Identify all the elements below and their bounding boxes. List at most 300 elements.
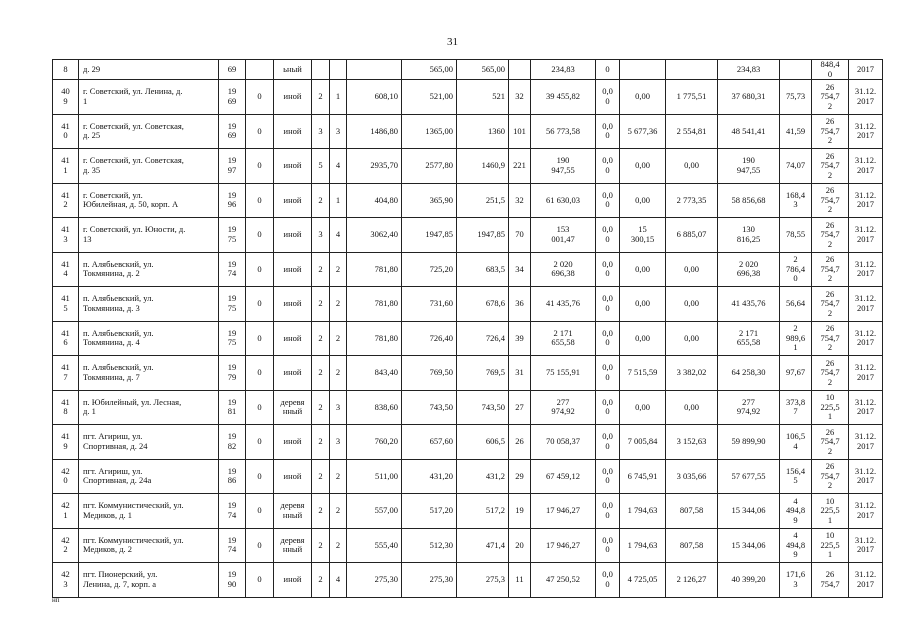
cell-row-number: 41 1	[53, 149, 79, 184]
footer-mark: нп	[52, 596, 60, 604]
cell-total-area: 275,30	[347, 563, 402, 598]
cell-residents: 27	[509, 390, 531, 425]
cell-deadline: 2017	[849, 60, 883, 80]
cell-residential-area: 1360	[457, 114, 509, 149]
cell-total-cost: 47 250,52	[531, 563, 596, 598]
cell-entrances: 2	[330, 252, 347, 287]
cell-build-year: 19 82	[219, 425, 246, 460]
cell-wall-material: деревя нный	[274, 390, 312, 425]
cell-wear-percent: 0	[246, 494, 274, 529]
cell-entrances: 4	[330, 563, 347, 598]
cell-build-year: 19 69	[219, 114, 246, 149]
cell-residents: 39	[509, 321, 531, 356]
cell-floors: 2	[312, 528, 330, 563]
cell-wall-material: иной	[274, 218, 312, 253]
cell-cost-per-m2: 4 494,8 9	[780, 528, 812, 563]
cell-deadline: 31.12. 2017	[849, 425, 883, 460]
cell-entrances: 2	[330, 494, 347, 529]
cell-fund-share: 0,0 0	[596, 149, 620, 184]
cell-floors: 2	[312, 287, 330, 322]
cell-budget-local: 6 885,07	[666, 218, 718, 253]
cell-fund-share: 0,0 0	[596, 252, 620, 287]
housing-registry-table	[52, 59, 883, 598]
cell-total-cost: 17 946,27	[531, 528, 596, 563]
cell-residents: 36	[509, 287, 531, 322]
cell-wall-material: иной	[274, 149, 312, 184]
cell-address: пгт. Коммунистический, ул. Медиков, д. 2	[79, 528, 219, 563]
cell-living-area: 2577,80	[402, 149, 457, 184]
cell-owner-funds: 190 947,55	[718, 149, 780, 184]
cell-max-cost-per-m2: 26 754,7 2	[812, 252, 849, 287]
cell-residential-area: 769,5	[457, 356, 509, 391]
cell-residential-area: 683,5	[457, 252, 509, 287]
cell-row-number: 8	[53, 60, 79, 80]
cell-cost-per-m2: 75,73	[780, 80, 812, 115]
cell-deadline: 31.12. 2017	[849, 149, 883, 184]
cell-cost-per-m2: 168,4 3	[780, 183, 812, 218]
cell-row-number: 41 0	[53, 114, 79, 149]
cell-deadline: 31.12. 2017	[849, 252, 883, 287]
cell-total-cost: 75 155,91	[531, 356, 596, 391]
cell-address: г. Советский, ул. Советская, д. 25	[79, 114, 219, 149]
cell-fund-share: 0,0 0	[596, 494, 620, 529]
cell-budget-subject: 4 725,05	[620, 563, 666, 598]
cell-residents: 221	[509, 149, 531, 184]
cell-max-cost-per-m2: 26 754,7 2	[812, 321, 849, 356]
cell-build-year: 19 97	[219, 149, 246, 184]
cell-living-area: 1365,00	[402, 114, 457, 149]
cell-total-cost: 61 630,03	[531, 183, 596, 218]
cell-total-area: 843,40	[347, 356, 402, 391]
cell-deadline: 31.12. 2017	[849, 459, 883, 494]
cell-row-number: 41 2	[53, 183, 79, 218]
cell-entrances: 2	[330, 287, 347, 322]
cell-wall-material: иной	[274, 321, 312, 356]
cell-address: п. Юбилейный, ул. Лесная, д. 1	[79, 390, 219, 425]
cell-owner-funds: 40 399,20	[718, 563, 780, 598]
cell-residential-area: 678,6	[457, 287, 509, 322]
cell-residents: 70	[509, 218, 531, 253]
cell-total-area: 1486,80	[347, 114, 402, 149]
cell-deadline: 31.12. 2017	[849, 390, 883, 425]
cell-budget-local: 0,00	[666, 252, 718, 287]
cell-living-area: 517,20	[402, 494, 457, 529]
cell-deadline: 31.12. 2017	[849, 494, 883, 529]
cell-wear-percent: 0	[246, 149, 274, 184]
cell-wear-percent: 0	[246, 287, 274, 322]
cell-budget-subject: 0,00	[620, 390, 666, 425]
cell-deadline: 31.12. 2017	[849, 356, 883, 391]
cell-budget-local: 807,58	[666, 528, 718, 563]
cell-fund-share: 0,0 0	[596, 459, 620, 494]
cell-total-area: 781,80	[347, 321, 402, 356]
cell-living-area: 1947,85	[402, 218, 457, 253]
cell-entrances: 2	[330, 321, 347, 356]
table-row	[53, 287, 883, 322]
cell-total-cost: 277 974,92	[531, 390, 596, 425]
cell-row-number: 42 3	[53, 563, 79, 598]
cell-budget-local	[666, 60, 718, 80]
cell-address: пгт. Агириш, ул. Спортивная, д. 24а	[79, 459, 219, 494]
cell-residential-area: 521	[457, 80, 509, 115]
cell-total-area: 404,80	[347, 183, 402, 218]
cell-budget-local: 2 126,27	[666, 563, 718, 598]
cell-budget-local: 0,00	[666, 287, 718, 322]
cell-budget-subject: 1 794,63	[620, 528, 666, 563]
cell-budget-local: 0,00	[666, 321, 718, 356]
cell-fund-share: 0,0 0	[596, 114, 620, 149]
cell-owner-funds: 41 435,76	[718, 287, 780, 322]
cell-owner-funds: 15 344,06	[718, 494, 780, 529]
cell-residents: 32	[509, 183, 531, 218]
cell-row-number: 41 5	[53, 287, 79, 322]
cell-living-area: 657,60	[402, 425, 457, 460]
cell-living-area: 275,30	[402, 563, 457, 598]
cell-cost-per-m2: 41,59	[780, 114, 812, 149]
cell-budget-local: 2 554,81	[666, 114, 718, 149]
cell-build-year: 19 79	[219, 356, 246, 391]
cell-total-cost: 70 058,37	[531, 425, 596, 460]
cell-residents: 26	[509, 425, 531, 460]
table-row	[53, 321, 883, 356]
cell-floors: 5	[312, 149, 330, 184]
cell-max-cost-per-m2: 26 754,7 2	[812, 287, 849, 322]
cell-row-number: 42 0	[53, 459, 79, 494]
cell-owner-funds: 277 974,92	[718, 390, 780, 425]
cell-entrances: 3	[330, 390, 347, 425]
cell-build-year: 19 90	[219, 563, 246, 598]
cell-cost-per-m2	[780, 60, 812, 80]
cell-entrances: 3	[330, 114, 347, 149]
cell-row-number: 41 6	[53, 321, 79, 356]
cell-living-area: 725,20	[402, 252, 457, 287]
cell-floors: 2	[312, 390, 330, 425]
cell-max-cost-per-m2: 26 754,7 2	[812, 183, 849, 218]
cell-row-number: 41 7	[53, 356, 79, 391]
cell-residential-area: 726,4	[457, 321, 509, 356]
cell-max-cost-per-m2: 10 225,5 1	[812, 390, 849, 425]
cell-fund-share: 0,0 0	[596, 563, 620, 598]
cell-budget-subject: 6 745,91	[620, 459, 666, 494]
cell-budget-subject: 0,00	[620, 287, 666, 322]
cell-fund-share: 0,0 0	[596, 287, 620, 322]
cell-deadline: 31.12. 2017	[849, 183, 883, 218]
cell-wear-percent: 0	[246, 183, 274, 218]
table-row	[53, 60, 883, 80]
cell-residents: 29	[509, 459, 531, 494]
cell-total-area: 838,60	[347, 390, 402, 425]
cell-row-number: 41 4	[53, 252, 79, 287]
cell-total-area	[347, 60, 402, 80]
cell-max-cost-per-m2: 10 225,5 1	[812, 528, 849, 563]
cell-max-cost-per-m2: 26 754,7	[812, 563, 849, 598]
cell-floors: 2	[312, 425, 330, 460]
cell-cost-per-m2: 56,64	[780, 287, 812, 322]
table-row	[53, 80, 883, 115]
cell-address: пгт. Коммунистический, ул. Медиков, д. 1	[79, 494, 219, 529]
cell-cost-per-m2: 373,8 7	[780, 390, 812, 425]
cell-residential-area: 251,5	[457, 183, 509, 218]
cell-deadline: 31.12. 2017	[849, 80, 883, 115]
cell-fund-share: 0,0 0	[596, 425, 620, 460]
cell-cost-per-m2: 106,5 4	[780, 425, 812, 460]
cell-budget-subject: 7 005,84	[620, 425, 666, 460]
cell-floors: 3	[312, 114, 330, 149]
cell-total-cost: 234,83	[531, 60, 596, 80]
cell-entrances: 4	[330, 218, 347, 253]
table-row	[53, 528, 883, 563]
cell-address: г. Советский, ул. Юбилейная, д. 50, корп. А	[79, 183, 219, 218]
cell-cost-per-m2: 97,67	[780, 356, 812, 391]
table-row	[53, 563, 883, 598]
cell-entrances: 2	[330, 459, 347, 494]
cell-build-year: 69	[219, 60, 246, 80]
cell-residents: 11	[509, 563, 531, 598]
cell-cost-per-m2: 156,4 5	[780, 459, 812, 494]
cell-budget-subject: 15 300,15	[620, 218, 666, 253]
table-body	[53, 60, 883, 598]
cell-max-cost-per-m2: 26 754,7 2	[812, 459, 849, 494]
cell-build-year: 19 75	[219, 321, 246, 356]
cell-budget-subject: 1 794,63	[620, 494, 666, 529]
cell-residential-area: 517,2	[457, 494, 509, 529]
cell-max-cost-per-m2: 26 754,7 2	[812, 356, 849, 391]
cell-wall-material: ьный	[274, 60, 312, 80]
cell-living-area: 743,50	[402, 390, 457, 425]
cell-fund-share: 0,0 0	[596, 528, 620, 563]
cell-total-area: 2935,70	[347, 149, 402, 184]
cell-wall-material: иной	[274, 356, 312, 391]
cell-cost-per-m2: 74,07	[780, 149, 812, 184]
cell-total-cost: 190 947,55	[531, 149, 596, 184]
cell-total-cost: 39 455,82	[531, 80, 596, 115]
cell-wear-percent: 0	[246, 80, 274, 115]
cell-floors: 2	[312, 459, 330, 494]
cell-address: п. Алябьевский, ул. Токмянина, д. 7	[79, 356, 219, 391]
cell-residents	[509, 60, 531, 80]
cell-address: п. Алябьевский, ул. Токмянина, д. 4	[79, 321, 219, 356]
cell-build-year: 19 74	[219, 252, 246, 287]
cell-row-number: 41 9	[53, 425, 79, 460]
cell-budget-subject: 0,00	[620, 183, 666, 218]
cell-owner-funds: 59 899,90	[718, 425, 780, 460]
cell-wall-material: иной	[274, 425, 312, 460]
cell-floors	[312, 60, 330, 80]
cell-budget-subject	[620, 60, 666, 80]
cell-residential-area: 1460,9	[457, 149, 509, 184]
cell-residents: 31	[509, 356, 531, 391]
cell-total-area: 555,40	[347, 528, 402, 563]
cell-row-number: 42 1	[53, 494, 79, 529]
table-row	[53, 149, 883, 184]
cell-wall-material: иной	[274, 459, 312, 494]
page-number: 31	[447, 36, 458, 48]
cell-address: пгт. Пионерский, ул. Ленина, д. 7, корп. а	[79, 563, 219, 598]
table-row	[53, 218, 883, 253]
cell-floors: 2	[312, 356, 330, 391]
cell-wall-material: иной	[274, 287, 312, 322]
cell-living-area: 521,00	[402, 80, 457, 115]
cell-living-area: 512,30	[402, 528, 457, 563]
cell-cost-per-m2: 78,55	[780, 218, 812, 253]
cell-row-number: 40 9	[53, 80, 79, 115]
cell-wall-material: деревя нный	[274, 494, 312, 529]
cell-total-area: 608,10	[347, 80, 402, 115]
cell-wall-material: иной	[274, 183, 312, 218]
cell-living-area: 431,20	[402, 459, 457, 494]
cell-entrances: 1	[330, 80, 347, 115]
cell-budget-local: 807,58	[666, 494, 718, 529]
cell-fund-share: 0,0 0	[596, 80, 620, 115]
cell-total-area: 511,00	[347, 459, 402, 494]
cell-budget-local: 0,00	[666, 149, 718, 184]
cell-total-cost: 2 020 696,38	[531, 252, 596, 287]
table-row	[53, 356, 883, 391]
table-row	[53, 459, 883, 494]
cell-budget-local: 2 773,35	[666, 183, 718, 218]
cell-entrances	[330, 60, 347, 80]
cell-deadline: 31.12. 2017	[849, 321, 883, 356]
cell-wear-percent: 0	[246, 114, 274, 149]
cell-address: д. 29	[79, 60, 219, 80]
cell-address: г. Советский, ул. Советская, д. 35	[79, 149, 219, 184]
cell-owner-funds: 234,83	[718, 60, 780, 80]
cell-budget-local: 0,00	[666, 390, 718, 425]
cell-deadline: 31.12. 2017	[849, 563, 883, 598]
cell-max-cost-per-m2: 26 754,7 2	[812, 425, 849, 460]
cell-wall-material: иной	[274, 252, 312, 287]
cell-budget-local: 3 382,02	[666, 356, 718, 391]
cell-floors: 3	[312, 218, 330, 253]
cell-residents: 34	[509, 252, 531, 287]
cell-total-cost: 67 459,12	[531, 459, 596, 494]
cell-owner-funds: 64 258,30	[718, 356, 780, 391]
table-row	[53, 425, 883, 460]
cell-cost-per-m2: 2 989,6 1	[780, 321, 812, 356]
cell-entrances: 1	[330, 183, 347, 218]
cell-row-number: 42 2	[53, 528, 79, 563]
cell-entrances: 2	[330, 528, 347, 563]
cell-fund-share: 0	[596, 60, 620, 80]
cell-total-cost: 17 946,27	[531, 494, 596, 529]
table-row	[53, 183, 883, 218]
cell-deadline: 31.12. 2017	[849, 114, 883, 149]
cell-address: г. Советский, ул. Юности, д. 13	[79, 218, 219, 253]
cell-residents: 20	[509, 528, 531, 563]
cell-owner-funds: 58 856,68	[718, 183, 780, 218]
cell-owner-funds: 48 541,41	[718, 114, 780, 149]
cell-build-year: 19 74	[219, 494, 246, 529]
cell-fund-share: 0,0 0	[596, 183, 620, 218]
cell-fund-share: 0,0 0	[596, 321, 620, 356]
table-row	[53, 252, 883, 287]
cell-residential-area: 275,3	[457, 563, 509, 598]
cell-deadline: 31.12. 2017	[849, 218, 883, 253]
cell-address: пгт. Агириш, ул. Спортивная, д. 24	[79, 425, 219, 460]
cell-total-cost: 153 001,47	[531, 218, 596, 253]
cell-max-cost-per-m2: 26 754,7 2	[812, 80, 849, 115]
cell-address: п. Алябьевский, ул. Токмянина, д. 2	[79, 252, 219, 287]
cell-living-area: 565,00	[402, 60, 457, 80]
cell-wall-material: деревя нный	[274, 528, 312, 563]
cell-max-cost-per-m2: 26 754,7 2	[812, 114, 849, 149]
cell-deadline: 31.12. 2017	[849, 287, 883, 322]
cell-living-area: 731,60	[402, 287, 457, 322]
cell-max-cost-per-m2: 848,4 0	[812, 60, 849, 80]
cell-floors: 2	[312, 321, 330, 356]
cell-total-area: 760,20	[347, 425, 402, 460]
cell-total-area: 557,00	[347, 494, 402, 529]
cell-build-year: 19 75	[219, 218, 246, 253]
cell-floors: 2	[312, 563, 330, 598]
cell-budget-subject: 0,00	[620, 149, 666, 184]
cell-build-year: 19 81	[219, 390, 246, 425]
cell-fund-share: 0,0 0	[596, 356, 620, 391]
cell-entrances: 4	[330, 149, 347, 184]
cell-budget-subject: 5 677,36	[620, 114, 666, 149]
cell-build-year: 19 86	[219, 459, 246, 494]
cell-wear-percent: 0	[246, 390, 274, 425]
cell-max-cost-per-m2: 26 754,7 2	[812, 149, 849, 184]
cell-residents: 101	[509, 114, 531, 149]
cell-wear-percent: 0	[246, 459, 274, 494]
table-row	[53, 494, 883, 529]
cell-build-year: 19 69	[219, 80, 246, 115]
cell-residential-area: 743,50	[457, 390, 509, 425]
cell-residents: 32	[509, 80, 531, 115]
cell-living-area: 365,90	[402, 183, 457, 218]
cell-entrances: 3	[330, 425, 347, 460]
cell-fund-share: 0,0 0	[596, 390, 620, 425]
cell-floors: 2	[312, 252, 330, 287]
cell-budget-local: 3 152,63	[666, 425, 718, 460]
cell-floors: 2	[312, 183, 330, 218]
cell-build-year: 19 75	[219, 287, 246, 322]
cell-budget-subject: 0,00	[620, 252, 666, 287]
cell-total-area: 781,80	[347, 287, 402, 322]
cell-floors: 2	[312, 80, 330, 115]
cell-wear-percent: 0	[246, 356, 274, 391]
cell-cost-per-m2: 171,6 3	[780, 563, 812, 598]
cell-wear-percent: 0	[246, 321, 274, 356]
cell-wall-material: иной	[274, 114, 312, 149]
cell-row-number: 41 8	[53, 390, 79, 425]
cell-cost-per-m2: 4 494,8 9	[780, 494, 812, 529]
cell-total-cost: 2 171 655,58	[531, 321, 596, 356]
cell-residential-area: 1947,85	[457, 218, 509, 253]
cell-max-cost-per-m2: 26 754,7 2	[812, 218, 849, 253]
table-row	[53, 390, 883, 425]
cell-wear-percent: 0	[246, 218, 274, 253]
cell-wear-percent: 0	[246, 528, 274, 563]
cell-entrances: 2	[330, 356, 347, 391]
cell-owner-funds: 2 171 655,58	[718, 321, 780, 356]
cell-budget-local: 1 775,51	[666, 80, 718, 115]
cell-wear-percent: 0	[246, 252, 274, 287]
cell-budget-subject: 0,00	[620, 321, 666, 356]
cell-budget-subject: 7 515,59	[620, 356, 666, 391]
cell-build-year: 19 96	[219, 183, 246, 218]
cell-total-area: 781,80	[347, 252, 402, 287]
cell-total-cost: 56 773,58	[531, 114, 596, 149]
cell-budget-local: 3 035,66	[666, 459, 718, 494]
cell-row-number: 41 3	[53, 218, 79, 253]
cell-wall-material: иной	[274, 563, 312, 598]
cell-residential-area: 471,4	[457, 528, 509, 563]
cell-residents: 19	[509, 494, 531, 529]
cell-residential-area: 606,5	[457, 425, 509, 460]
cell-cost-per-m2: 2 786,4 0	[780, 252, 812, 287]
